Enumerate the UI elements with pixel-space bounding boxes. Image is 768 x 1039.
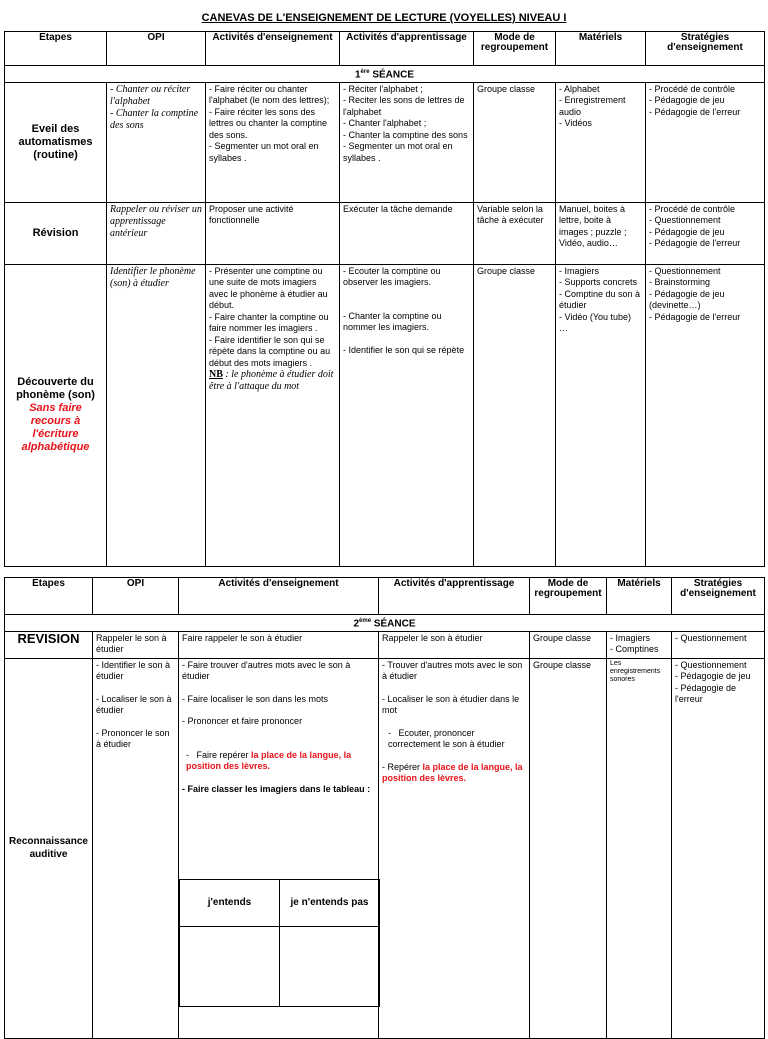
mode-eveil: Groupe classe <box>474 82 556 202</box>
apprentissage-item: - Segmenter un mot oral en syllabes . <box>343 141 453 163</box>
header-opi: OPI <box>93 578 179 615</box>
materiel-item: - Enregistrement audio <box>559 95 626 117</box>
tableau-cell-entends <box>180 927 280 1007</box>
materiel-item: … <box>559 323 568 334</box>
lesson-table-seance-1 <box>4 31 765 567</box>
mode-reconnaissance: Groupe classe <box>530 658 607 1038</box>
enseignement-item: - Segmenter un mot oral en syllabes . <box>209 141 319 163</box>
apprentissage-item: - Chanter l'alphabet ; <box>343 118 427 129</box>
apprentissage-item: - Trouver d'autres mots avec le son à étudier <box>382 659 523 682</box>
header-strategies: Stratégies d'enseignement <box>672 578 765 615</box>
header-materiels: Matériels <box>607 578 672 615</box>
apprentissage-item: - Identifier le son qui se répète <box>343 344 465 355</box>
materiel-item: - Alphabet <box>559 83 600 94</box>
strategie-item: - Brainstorming <box>649 277 711 288</box>
strategie-item: - Pédagogie de l'erreur <box>649 238 741 249</box>
header-activites-enseignement: Activités d'enseignement <box>206 32 340 66</box>
enseignement-revision: Proposer une activité fonctionnelle <box>206 202 340 264</box>
opi-item: - Prononcer le son à étudier <box>96 727 170 750</box>
materiel-item: - Imagiers <box>559 265 600 276</box>
document-title: CANEVAS DE L'ENSEIGNEMENT DE LECTURE (VOYELLES) NIVEAU I <box>201 12 567 24</box>
tableau-cell-entends-pas <box>280 927 380 1007</box>
opi-item: - Localiser le son à étudier <box>96 693 172 716</box>
header-activites-apprentissage: Activités d'apprentissage <box>379 578 530 615</box>
header-activites-apprentissage: Activités d'apprentissage <box>340 32 474 66</box>
table-row-reconnaissance <box>5 658 765 1038</box>
strategie-item: - Procédé de contrôle <box>649 83 736 94</box>
table-header-row <box>5 32 765 66</box>
strategie-item: - Questionnement <box>649 215 721 226</box>
etape-revision: Révision <box>5 202 107 264</box>
table-row-decouverte <box>5 264 765 566</box>
strategie-item: - Pédagogie de jeu (devinette…) <box>649 288 725 311</box>
tableau-header-entends: j'entends <box>180 880 280 927</box>
seance-1-label: 1ère SÉANCE <box>5 66 765 83</box>
apprentissage-item: - Ecouter la comptine ou observer les imagiers. <box>343 265 441 288</box>
apprentissage-item: - Chanter la comptine ou nommer les imagiers. <box>343 310 442 333</box>
enseignement-item: - Prononcer et faire prononcer <box>182 716 303 727</box>
apprentissage-item: - Réciter l'alphabet ; <box>343 83 423 94</box>
header-etapes: Etapes <box>5 578 93 615</box>
opi-revision-2: Rappeler le son à étudier <box>93 631 179 658</box>
enseignement-item: - Présenter une comptine ou une suite de mots imagiers avec le phonème à étudier au début. <box>209 265 328 311</box>
classification-tableau <box>179 879 380 1007</box>
materiels-revision: Manuel, boites à lettre, boite à images ; puzzle ; Vidéo, audio… <box>556 202 646 264</box>
materiel-item: - Vidéos <box>559 118 592 129</box>
apprentissage-revision-2: Rappeler le son à étudier <box>379 631 530 658</box>
enseignement-item: - Faire réciter les sons des lettres ou chanter la comptine des sons. <box>209 106 328 140</box>
table-row-revision <box>5 202 765 264</box>
enseignement-item: - Faire classer les imagiers dans le tableau : <box>182 783 371 794</box>
apprentissage-item: - Ecouter, prononcer correctement le son à étudier <box>388 727 505 750</box>
materiel-item: - Imagiers <box>610 632 651 643</box>
enseignement-item: - Faire localiser le son dans les mots <box>182 693 329 704</box>
strategie-item: - Pédagogie de jeu <box>649 95 725 106</box>
strategie-item: - Pédagogie de l'erreur <box>649 311 741 322</box>
etape-eveil: Eveil des automatismes (routine) <box>5 82 107 202</box>
tableau-header-entends-pas: je n'entends pas <box>280 880 380 927</box>
enseignement-item: - Faire réciter ou chanter l'alphabet (le nom des lettres); <box>209 83 330 106</box>
opi-item: - Chanter la comptine des sons <box>110 107 199 131</box>
etape-decouverte: Découverte du phonème (son) <box>16 376 95 402</box>
table-header-row <box>5 578 765 615</box>
strategie-item: - Pédagogie de l'erreur <box>649 106 741 117</box>
materiels-reconnaissance: Les enregistrements sonores <box>607 658 672 1038</box>
header-etapes: Etapes <box>5 32 107 66</box>
header-mode-regroupement: Mode de regroupement <box>530 578 607 615</box>
header-mode-regroupement: Mode de regroupement <box>474 32 556 66</box>
seance-2-label: 2ème SÉANCE <box>5 615 765 632</box>
apprentissage-item: - Localiser le son à étudier dans le mot <box>382 693 520 716</box>
enseignement-item: - Faire identifier le son qui se répète dans la comptine ou au début des mots imagiers . <box>209 334 331 368</box>
materiel-item: - Comptines <box>610 644 659 655</box>
strategie-item: - Questionnement <box>649 265 721 276</box>
enseignement-item: - Faire chanter la comptine ou faire nommer les imagiers . <box>209 311 329 334</box>
strategie-item: - Procédé de contrôle <box>649 203 736 214</box>
mode-revision-2: Groupe classe <box>530 631 607 658</box>
mode-revision: Variable selon la tâche à exécuter <box>474 202 556 264</box>
opi-revision: Rappeler ou réviser un apprentissage antérieur <box>107 202 206 264</box>
table-row-eveil <box>5 82 765 202</box>
apprentissage-item: - Chanter la comptine des sons <box>343 129 468 140</box>
header-materiels: Matériels <box>556 32 646 66</box>
mode-decouverte: Groupe classe <box>474 264 556 566</box>
opi-item: - Identifier le son à étudier <box>96 659 171 682</box>
enseignement-item: - Faire repérer la place de la langue, la position des lèvres. <box>186 749 352 772</box>
etape-decouverte-note: Sans faire recours à l'écriture alphabétique <box>21 402 90 454</box>
nb-note: NB : le phonème à étudier doit être à l'attaque du mot <box>209 369 334 393</box>
etape-revision-2: REVISION <box>5 631 93 658</box>
apprentissage-item: - Reciter les sons de lettres de l'alphabet <box>343 95 465 117</box>
strategies-revision-2: - Questionnement <box>672 631 765 658</box>
etape-reconnaissance: Reconnaissance auditive <box>5 658 93 1038</box>
strategie-item: - Pédagogie de jeu <box>649 226 725 237</box>
materiel-item: - Vidéo (You tube) <box>559 311 632 322</box>
enseignement-item: - Faire trouver d'autres mots avec le son à étudier <box>182 659 351 682</box>
header-opi: OPI <box>107 32 206 66</box>
strategie-item: - Pédagogie de jeu <box>675 671 751 682</box>
materiel-item: - Comptine du son à étudier <box>559 288 641 311</box>
header-strategies: Stratégies d'enseignement <box>646 32 765 66</box>
opi-item: - Chanter ou réciter l'alphabet <box>110 83 191 107</box>
table-row-revision-2 <box>5 631 765 658</box>
apprentissage-item: - Repérer la place de la langue, la position des lèvres. <box>382 761 523 784</box>
apprentissage-revision: Exécuter la tâche demande <box>340 202 474 264</box>
strategie-item: - Pédagogie de l'erreur <box>675 682 737 705</box>
lesson-table-seance-2 <box>4 577 765 1039</box>
materiel-item: - Supports concrets <box>559 277 638 288</box>
strategie-item: - Questionnement <box>675 659 747 670</box>
enseignement-revision-2: Faire rappeler le son à étudier <box>179 631 379 658</box>
opi-decouverte: Identifier le phonème (son) à étudier <box>107 264 206 566</box>
header-activites-enseignement: Activités d'enseignement <box>179 578 379 615</box>
